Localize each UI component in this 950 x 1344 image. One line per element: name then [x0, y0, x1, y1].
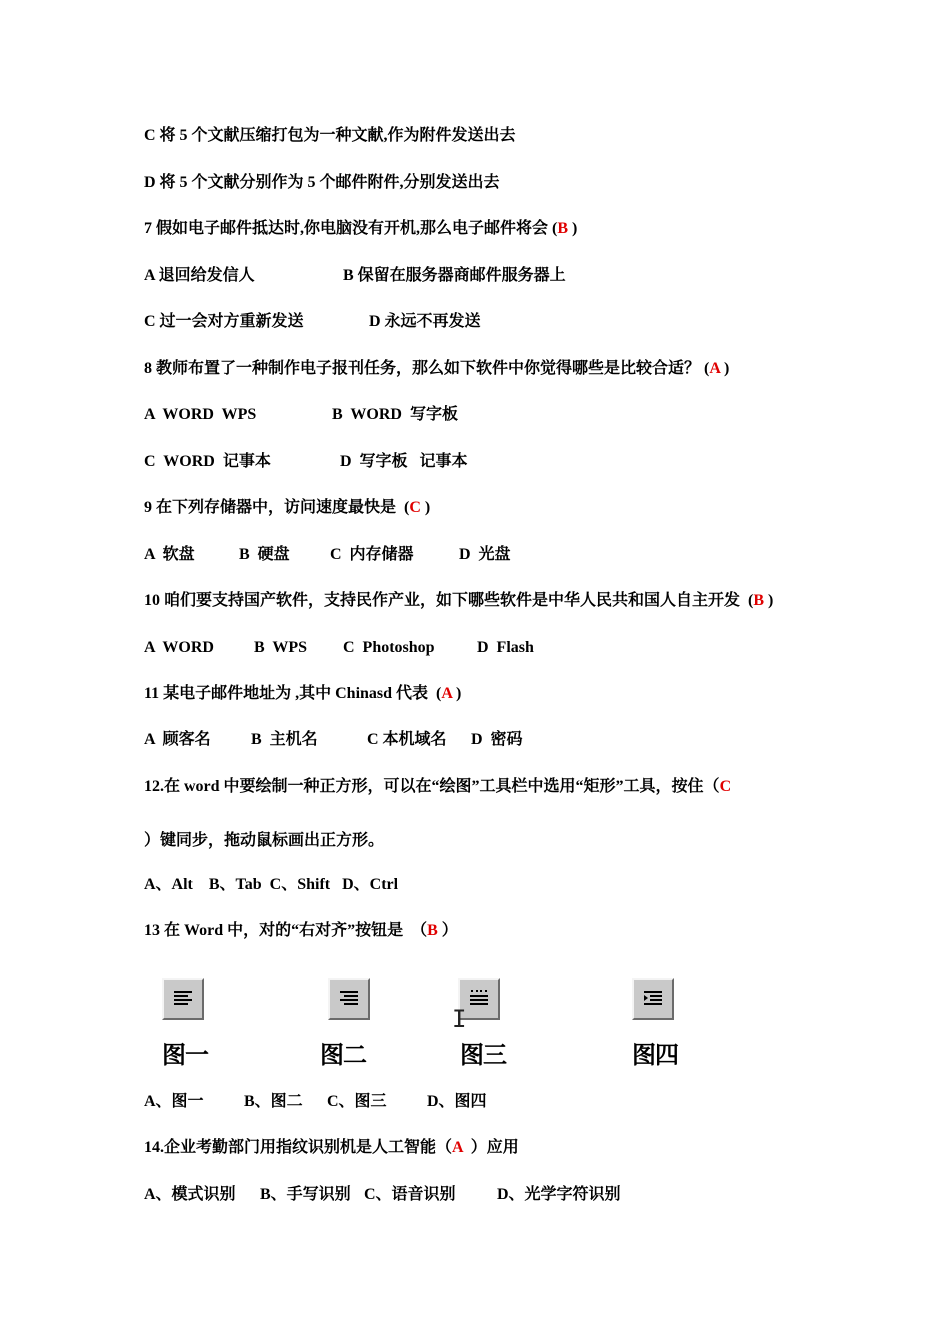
indent-icon: [632, 978, 674, 1020]
q13-figure-2-label: 图二: [320, 1041, 366, 1069]
q9-question-text: 9 在下列存储器中，访问速度最快是 (: [144, 499, 410, 516]
q7-option-a: A 退回给发信人: [144, 267, 255, 284]
q12-options: A、Alt B、Tab C、Shift D、Ctrl: [144, 876, 399, 893]
q14-option-d: D、光学字符识别: [497, 1186, 621, 1203]
q8-option-c: C WORD 记事本: [144, 453, 271, 470]
q8-option-b: B WORD 写字板: [332, 406, 458, 423]
q8-question: [144, 359, 729, 379]
q13-figure-4-label: 图四: [632, 1041, 678, 1069]
q13-option-b: B、图二: [244, 1093, 303, 1110]
q10-option-a: A WORD: [144, 639, 214, 656]
q12-answer: C: [719, 778, 732, 795]
q7-option-c: C 过一会对方重新发送: [144, 313, 304, 330]
q10-answer: B: [753, 592, 765, 609]
q13-figure-3-label: 图三: [460, 1041, 506, 1069]
q14-answer: A: [452, 1139, 463, 1156]
q14-option-a: A、模式识别: [144, 1186, 236, 1203]
q14-options: [144, 1185, 844, 1285]
q9-option-c: C 内存储器: [330, 546, 414, 563]
q10-option-c: C Photoshop: [343, 639, 435, 656]
q10-option-d: D Flash: [477, 639, 534, 656]
q9-answer: C: [409, 499, 421, 516]
q12-question: [144, 777, 731, 797]
q11-answer: A: [441, 685, 453, 702]
q13-question-text: 13 在 Word 中，对的“右对齐”按钮是 （: [144, 922, 428, 939]
q14-question-text: 14.企业考勤部门用指纹识别机是人工智能（: [144, 1139, 453, 1156]
q13-figure-1: [162, 975, 242, 1070]
q13-figure-row: [144, 975, 704, 1075]
q8-option-d: D 写字板 记事本: [340, 453, 468, 470]
q11-option-d: D 密码: [471, 731, 523, 748]
q8-answer: A: [709, 360, 721, 377]
q7-option-b: B 保留在服务器商邮件服务器上: [343, 267, 566, 284]
q12-continuation: ）键同步，拖动鼠标画出正方形。: [144, 832, 385, 849]
q8-question-text: 8 教师布置了一种制作电子报刊任务，那么如下软件中你觉得哪些是比较合适？ (: [144, 360, 710, 377]
q6-option-d: D 将 5 个文献分别作为 5 个邮件附件,分别发送出去: [144, 174, 500, 191]
q10-question: [144, 591, 773, 611]
q14-question: [144, 1138, 519, 1158]
q13-figure-3: [458, 975, 538, 1070]
q13-option-a: A、图一: [144, 1093, 204, 1110]
q7-close-paren: ): [568, 220, 578, 237]
q14-option-c: C、语音识别: [364, 1186, 456, 1203]
q14-option-b: B、手写识别: [260, 1186, 351, 1203]
q9-question: [144, 498, 430, 518]
q13-question: [144, 921, 458, 941]
q11-option-c: C 本机域名: [367, 731, 447, 748]
q12-question-text: 12.在 word 中要绘制一种正方形，可以在“绘图”工具栏中选用“矩形”工具，按住（: [144, 778, 720, 795]
q13-answer: B: [427, 922, 438, 939]
q7-answer: B: [557, 220, 569, 237]
q8-option-a: A WORD WPS: [144, 406, 257, 423]
q13-figure-2: [320, 975, 408, 1070]
align-left-icon: [162, 978, 204, 1020]
q10-option-b: B WPS: [254, 639, 308, 656]
q13-figure-4: [632, 975, 712, 1070]
q10-close-paren: ): [764, 592, 774, 609]
q13-option-c: C、图三: [327, 1093, 387, 1110]
q11-question: [144, 684, 461, 704]
q7-option-d: D 永远不再发送: [369, 313, 481, 330]
q7-question: [144, 219, 577, 239]
q13-close-paren: ）: [437, 922, 458, 939]
q9-option-a: A 软盘: [144, 546, 195, 563]
q11-question-text: 11 某电子邮件地址为 ,其中 Chinasd 代表 (: [144, 685, 442, 702]
q11-option-a: A 顾客名: [144, 731, 211, 748]
q14-close-paren: ）应用: [462, 1139, 519, 1156]
text-cursor-icon: I: [452, 1005, 467, 1033]
q11-option-b: B 主机名: [251, 731, 318, 748]
q9-option-b: B 硬盘: [239, 546, 290, 563]
q8-close-paren: ): [720, 360, 730, 377]
q9-option-d: D 光盘: [459, 546, 511, 563]
align-right-icon: [328, 978, 370, 1020]
q13-figure-1-label: 图一: [162, 1041, 208, 1069]
q10-question-text: 10 咱们要支持国产软件，支持民作产业，如下哪些软件是中华人民共和国人自主开发 (: [144, 592, 754, 609]
q7-question-text: 7 假如电子邮件抵达时,你电脑没有开机,那么电子邮件将会 (: [144, 220, 558, 237]
q11-close-paren: ): [452, 685, 462, 702]
q13-option-d: D、图四: [427, 1093, 487, 1110]
q6-option-c: C 将 5 个文献压缩打包为一种文献,作为附件发送出去: [144, 127, 516, 144]
q9-close-paren: ): [420, 499, 431, 516]
